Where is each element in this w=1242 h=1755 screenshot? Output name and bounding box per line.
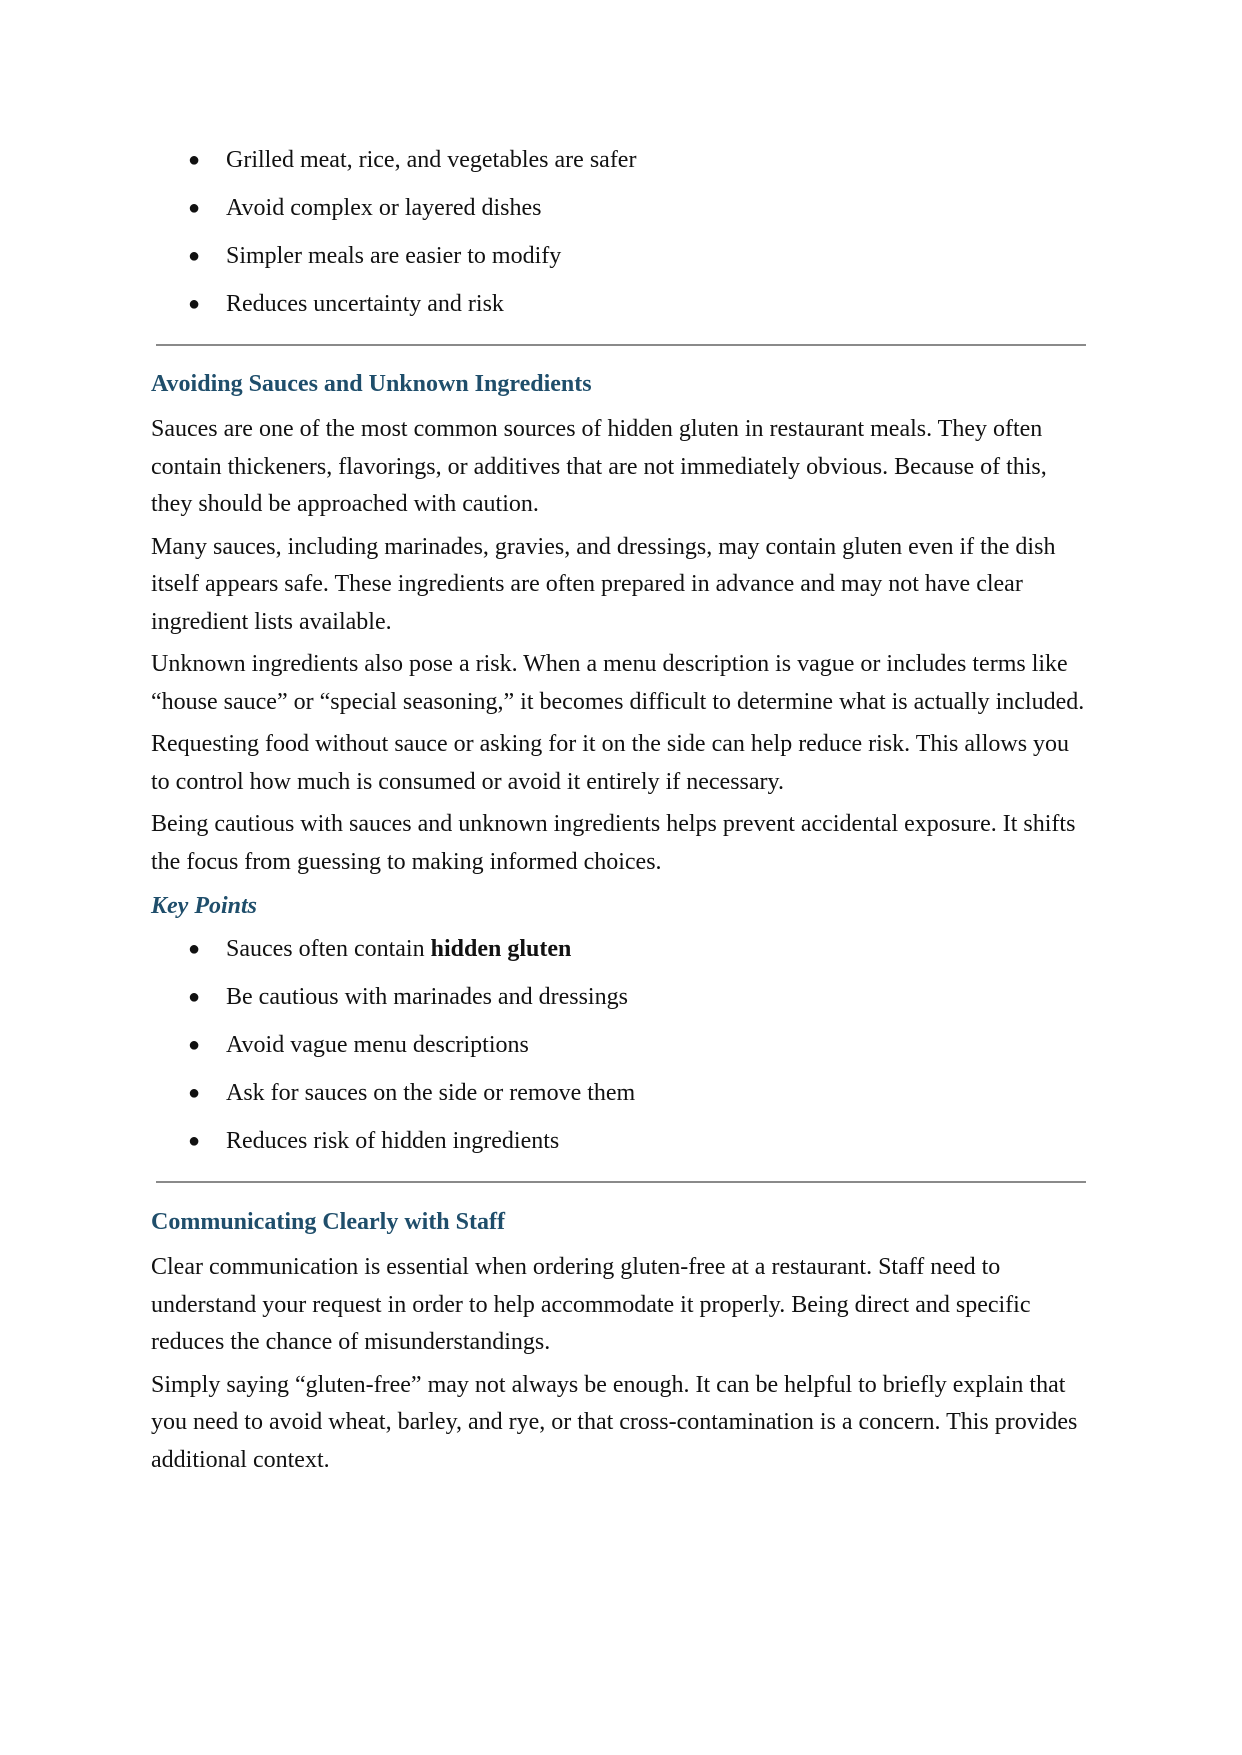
paragraph: Unknown ingredients also pose a risk. When a menu description is vague or includes terms like “house sauce” or “special seasoning,” it becomes difficult to determine what is actually included. <box>151 651 1085 715</box>
bullet-icon: ● <box>188 1082 201 1104</box>
list-item: ● Reduces uncertainty and risk <box>188 291 504 317</box>
list-item: ● Ask for sauces on the side or remove them <box>188 1080 636 1106</box>
list-item: ● Sauces often contain hidden gluten <box>188 936 572 962</box>
paragraph: Being cautious with sauces and unknown ingredients helps prevent accidental exposure. It shifts the focus from guessing to making informed choices. <box>151 811 1076 875</box>
bullet-icon: ● <box>188 1130 201 1152</box>
sauces-body <box>151 411 1091 881</box>
bullet-icon: ● <box>188 938 201 960</box>
list-item: ● Avoid complex or layered dishes <box>188 195 542 221</box>
top-bullet-list <box>151 145 1091 319</box>
bullet-icon: ● <box>188 149 201 171</box>
key-points-list <box>151 934 1091 1156</box>
staff-body <box>151 1249 1091 1479</box>
list-item: ● Grilled meat, rice, and vegetables are safer <box>188 147 637 173</box>
divider <box>156 1181 1086 1183</box>
list-item: ● Be cautious with marinades and dressings <box>188 984 628 1010</box>
key-points-heading: Key Points <box>151 893 257 919</box>
paragraph: Requesting food without sauce or asking for it on the side can help reduce risk. This allows you to control how much is consumed or avoid it entirely if necessary. <box>151 731 1070 795</box>
paragraph: Many sauces, including marinades, gravies, and dressings, may contain gluten even if the dish itself appears safe. These ingredients are often prepared in advance and may not have clear ingredient lists available. <box>151 533 1056 635</box>
bullet-icon: ● <box>188 197 201 219</box>
list-item: ● Simpler meals are easier to modify <box>188 243 562 269</box>
bullet-icon: ● <box>188 293 201 315</box>
bullet-icon: ● <box>188 1034 201 1056</box>
paragraph: Clear communication is essential when ordering gluten-free at a restaurant. Staff need to understand your request in order to help accommodate it properly. Being direct and specific reduces the chance of misunderstandings. <box>151 1254 1031 1355</box>
paragraph: Simply saying “gluten-free” may not always be enough. It can be helpful to briefly explain that you need to avoid wheat, barley, and rye, or that cross-contamination is a concern. This provides additional context. <box>151 1371 1078 1473</box>
section-heading-staff: Communicating Clearly with Staff <box>151 1209 505 1235</box>
divider <box>156 344 1086 346</box>
list-item: ● Avoid vague menu descriptions <box>188 1032 529 1058</box>
bullet-icon: ● <box>188 986 201 1008</box>
document-page <box>151 145 1091 1479</box>
paragraph: Sauces are one of the most common sources of hidden gluten in restaurant meals. They often contain thickeners, flavorings, or additives that are not immediately obvious. Because of this, they should be approached with caution. <box>151 416 1047 517</box>
list-item: ● Reduces risk of hidden ingredients <box>188 1128 560 1154</box>
emphasis-text: hidden gluten <box>430 936 572 962</box>
bullet-icon: ● <box>188 245 201 267</box>
section-heading-sauces: Avoiding Sauces and Unknown Ingredients <box>151 371 592 397</box>
